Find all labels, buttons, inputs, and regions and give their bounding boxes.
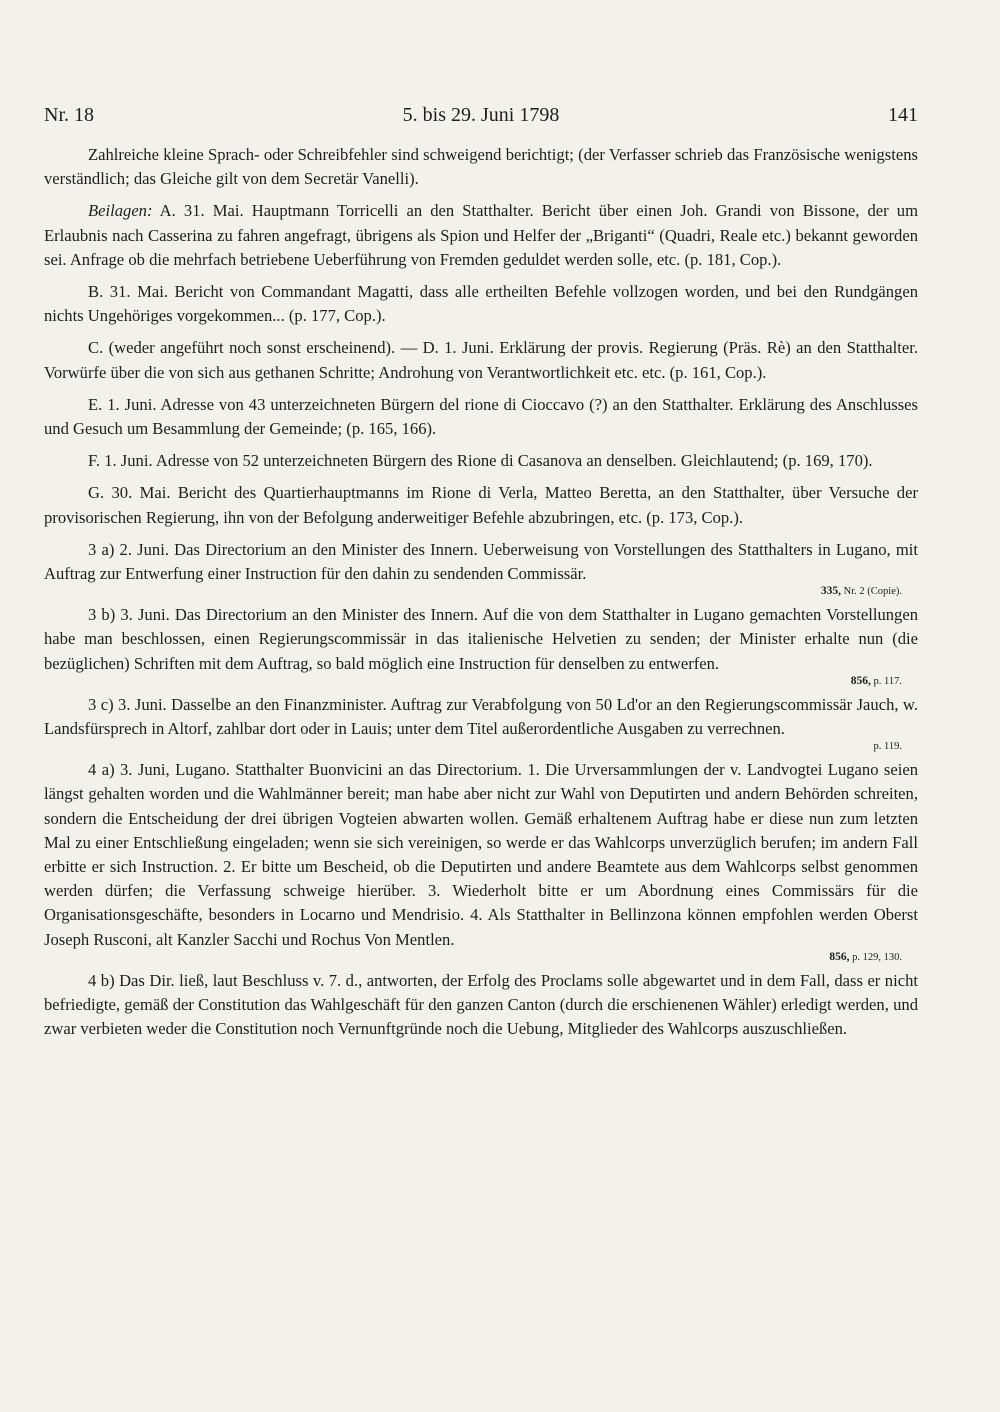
reference-3a-detail: Nr. 2 (Copie).	[841, 586, 902, 598]
reference-3b-detail: p. 117.	[870, 675, 902, 687]
reference-3c-detail: p. 119.	[873, 741, 902, 753]
paragraph-3b: 3 b) 3. Juni. Das Directorium an den Minister des Innern. Auf die von dem Statthalter in Lugano gemachten Vorstellungen habe man beschlossen, einen Regierungscommissär in das italienische Helvetien zu senden; der Minister erhalte nun (die bezüglichen) Schriften mit dem Auftrag, so bald möglich eine Instruction für denselben zu entwerfen.	[44, 605, 918, 673]
paragraph-beilagen-a	[44, 199, 918, 272]
reference-4a	[44, 950, 902, 965]
document-number: Nr. 18	[44, 104, 94, 126]
paragraph-beilage-c-d: C. (weder angeführt noch sonst erscheinend). — D. 1. Juni. Erklärung der provis. Regierung (Präs. Rè) an den Statthalter. Vorwürfe über die von sich aus gethanen Schritte; Androhung von Verantwortlichkeit etc. etc. (p. 161, Cop.).	[44, 338, 918, 382]
paragraph-beilage-e: E. 1. Juni. Adresse von 43 unterzeichneten Bürgern del rione di Cioccavo (?) an den Statthalter. Erklärung des Anschlusses und Gesuch um Besammlung der Gemeinde; (p. 165, 166).	[44, 394, 918, 439]
reference-3c	[44, 739, 902, 754]
beilagen-a-text: A. 31. Mai. Hauptmann Torricelli an den Statthalter. Bericht über einen Joh. Grandi von Bissone, der um Erlaubnis nach Casserina zu fahren angefragt, übrigens als Spion und Helfer der „Briganti“ (Quadri, Reale etc.) bekannt geworden sei. Anfrage ob die mehrfach betriebene Ueberführung von Fremden geduldet werden solle, etc. (p. 181, Cop.).	[44, 201, 918, 269]
reference-3b-number: 856,	[850, 674, 871, 687]
date-range: 5. bis 29. Juni 1798	[402, 104, 560, 126]
page-header	[44, 104, 918, 134]
paragraph-4a: 4 a) 3. Juni, Lugano. Statthalter Buonvicini an das Directorium. 1. Die Urversammlungen der v. Landvogtei Lugano seien längst gehalten worden und die Wahlmänner bereit; man habe aber nicht zur Wahl von Deputirten und andern Behörden schreiten, sondern die Entscheidung der drei übrigen Vogteien abwarten wollen. Gemäß erhaltenem Auftrag habe er diese nun zum letzten Mal zu einer Entschließung eingeladen; wenn sie sich vereinigen, so werde er das Wahlcorps unverzüglich berufen; im andern Fall erbitte er sich Instruction. 2. Er bitte um Bescheid, ob die Deputirten und andere Beamtete aus dem Wahlcorps selbst genommen werden dürfen; die Verfassung schweige hierüber. 3. Wiederholt bitte er um Abordnung eines Commissärs für die Organisationsgeschäfte, besonders in Locarno und Mendrisio. 4. Als Statthalter in Bellinzona können empfohlen werden Oberst Joseph Rusconi, alt Kanzler Sacchi und Rochus Von Mentlen.	[44, 760, 918, 949]
paragraph-3c: 3 c) 3. Juni. Dasselbe an den Finanzminister. Auftrag zur Verabfolgung von 50 Ld'or an den Regierungscommissär Jauch, w. Landsfürsprech in Altorf, zahlbar dort oder in Lauis; unter dem Titel außerordentliche Ausgaben zu verrechnen.	[44, 694, 918, 739]
document-body	[44, 143, 918, 1050]
beilagen-label: Beilagen:	[88, 201, 153, 221]
reference-4a-detail: p. 129, 130.	[849, 951, 902, 963]
paragraph-3a: 3 a) 2. Juni. Das Directorium an den Minister des Innern. Ueberweisung von Vorstellungen des Statthalters in Lugano, mit Auftrag zur Entwerfung einer Instruction für den dahin zu sendenden Commissär.	[44, 539, 918, 584]
paragraph-intro: Zahlreiche kleine Sprach- oder Schreibfehler sind schweigend berichtigt; (der Verfasser schrieb das Französische wenigstens verständlich; das Gleiche gilt von dem Secretär Vanelli).	[44, 145, 918, 189]
paragraph-beilage-b: B. 31. Mai. Bericht von Commandant Magatti, dass alle ertheilten Befehle vollzogen worden, und bei den Rundgängen nichts Ungehöriges vorgekommen... (p. 177, Cop.).	[44, 282, 918, 326]
paragraph-beilage-g: G. 30. Mai. Bericht des Quartierhauptmanns im Rione di Verla, Matteo Beretta, an den Statthalter, über Versuche der provisorischen Regierung, ihn von der Befolgung anderweitiger Befehle abzubringen, etc. (p. 173, Cop.).	[44, 483, 918, 527]
page-number: 141	[888, 104, 918, 126]
reference-4a-number: 856,	[829, 950, 850, 963]
paragraph-4b: 4 b) Das Dir. ließ, laut Beschluss v. 7. d., antworten, der Erfolg des Proclams solle abgewartet und in dem Fall, dass er nicht befriedigte, gemäß der Constitution das Wahlgeschäft für den ganzen Canton (durch die erschienenen Wähler) erledigt werden, und zwar verbieten weder die Constitution noch Vernunftgründe noch die Uebung, Mitglieder des Wahlcorps auszuschließen.	[44, 970, 918, 1039]
reference-3a	[44, 584, 902, 599]
reference-3a-number: 335,	[820, 585, 842, 598]
paragraph-beilage-f: F. 1. Juni. Adresse von 52 unterzeichneten Bürgern des Rione di Casanova an denselben. Gleichlautend; (p. 169, 170).	[88, 451, 873, 471]
reference-3b	[44, 674, 902, 689]
